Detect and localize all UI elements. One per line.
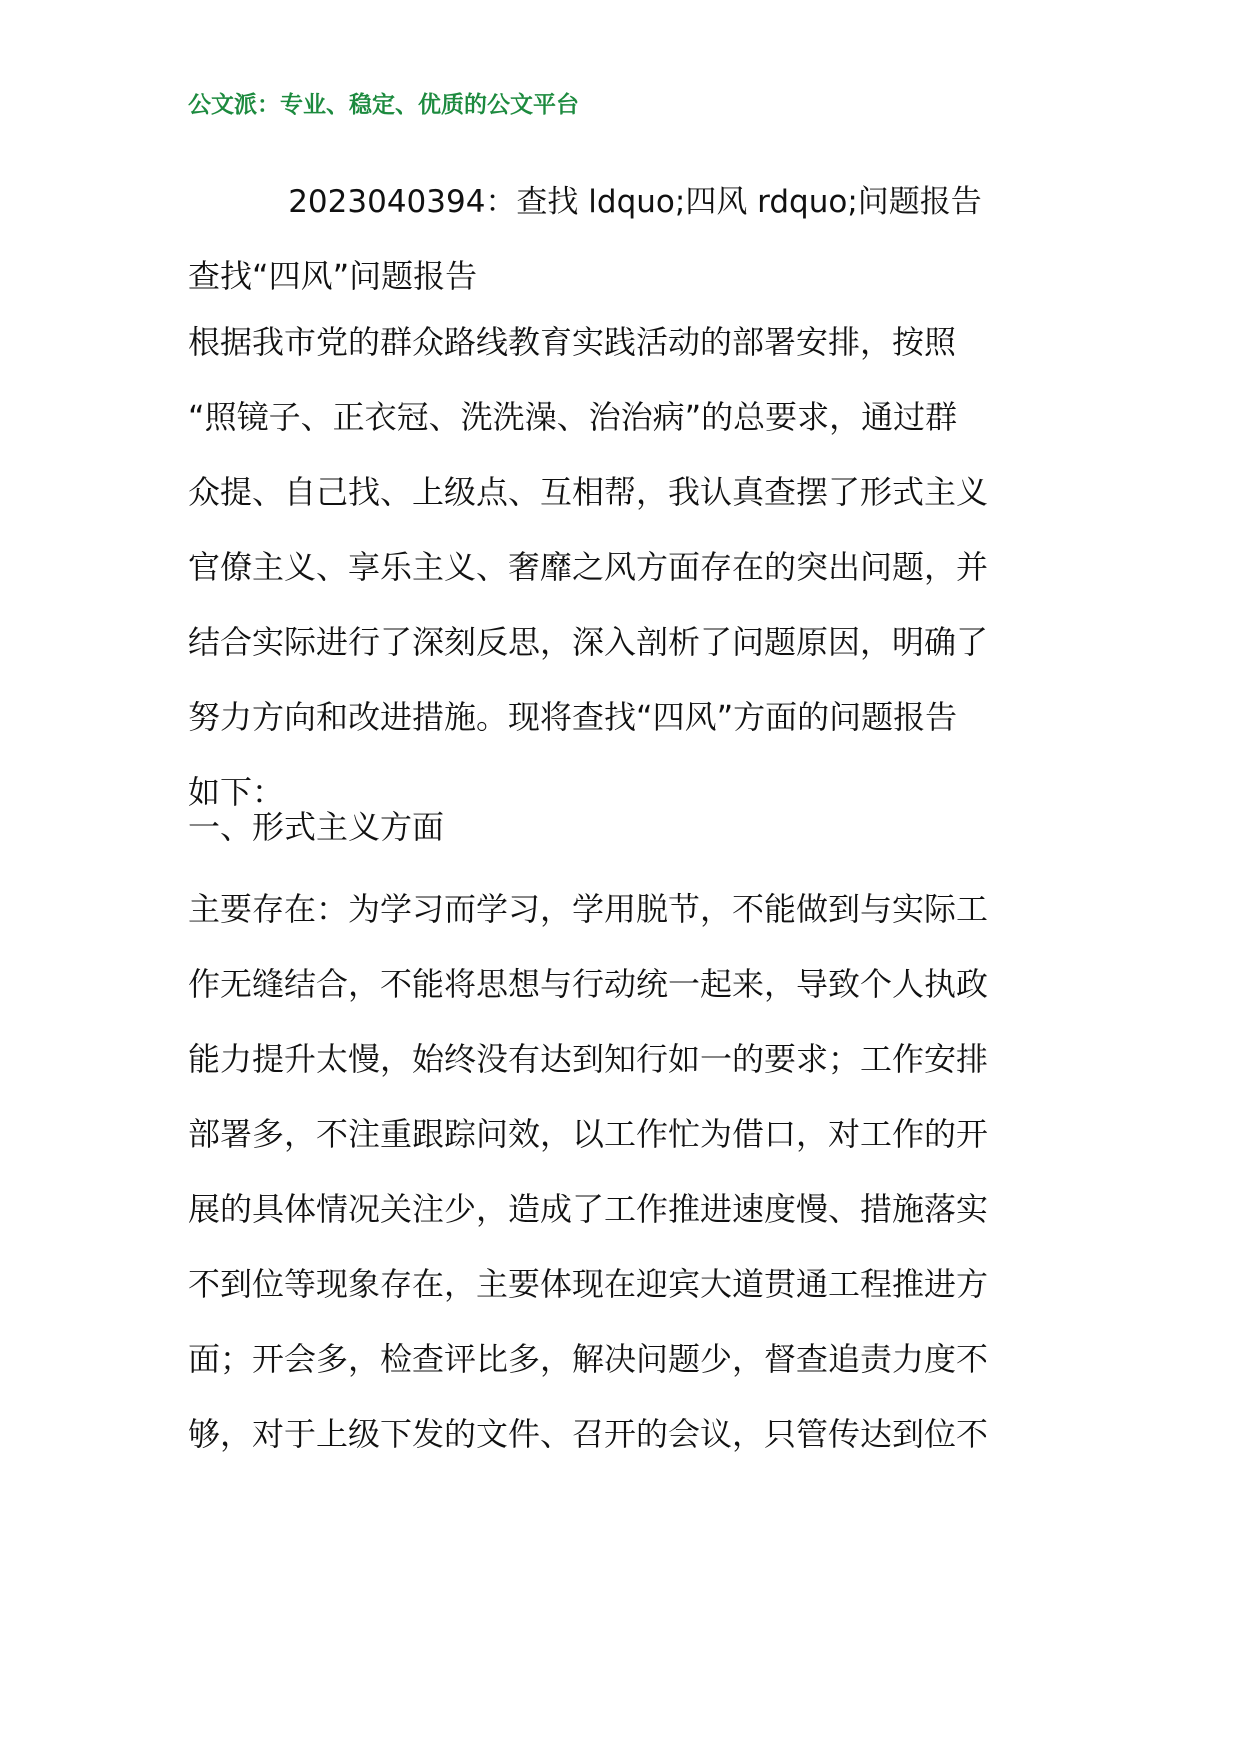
intro-paragraph (188, 305, 1058, 830)
platform-brand-header: 公文派：专业、稳定、优质的公文平台 (188, 92, 579, 118)
document-subtitle (188, 239, 1058, 314)
paragraph-line: 如下： (188, 773, 285, 811)
paragraph-line: 面；开会多，检查评比多，解决问题少，督查追责力度不 (188, 1340, 989, 1378)
document-title: 2023040394：查找 ldquo;四风 rdquo;问题报告 (288, 184, 982, 220)
section-formalism-paragraph (188, 872, 1058, 1472)
paragraph-line: 众提、自己找、上级点、互相帮，我认真查摆了形式主义 (188, 473, 989, 511)
paragraph-line: 根据我市党的群众路线教育实践活动的部署安排，按照 (188, 323, 957, 361)
paragraph-line: 结合实际进行了深刻反思，深入剖析了问题原因，明确了 (188, 623, 989, 661)
paragraph-line: 努力方向和改进措施。现将查找“四风”方面的问题报告 (188, 698, 958, 736)
paragraph-line: 不到位等现象存在，主要体现在迎宾大道贯通工程推进方 (188, 1265, 989, 1303)
section-heading-formalism (188, 790, 1058, 865)
paragraph-line: 展的具体情况关注少，造成了工作推进速度慢、措施落实 (188, 1190, 989, 1228)
paragraph-line: 部署多，不注重跟踪问效，以工作忙为借口，对工作的开 (188, 1115, 989, 1153)
paragraph-line: 能力提升太慢，始终没有达到知行如一的要求；工作安排 (188, 1040, 989, 1078)
paragraph-line: 主要存在：为学习而学习，学用脱节，不能做到与实际工 (188, 890, 989, 928)
section-heading-text: 一、形式主义方面 (188, 808, 445, 846)
paragraph-line: “照镜子、正衣冠、洗洗澡、治治病”的总要求，通过群 (188, 398, 958, 436)
paragraph-line: 够，对于上级下发的文件、召开的会议，只管传达到位不 (188, 1415, 989, 1453)
paragraph-line: 作无缝结合，不能将思想与行动统一起来，导致个人执政 (188, 965, 989, 1003)
subtitle-text: 查找“四风”问题报告 (188, 257, 478, 295)
paragraph-line: 官僚主义、享乐主义、奢靡之风方面存在的突出问题，并 (188, 548, 989, 586)
